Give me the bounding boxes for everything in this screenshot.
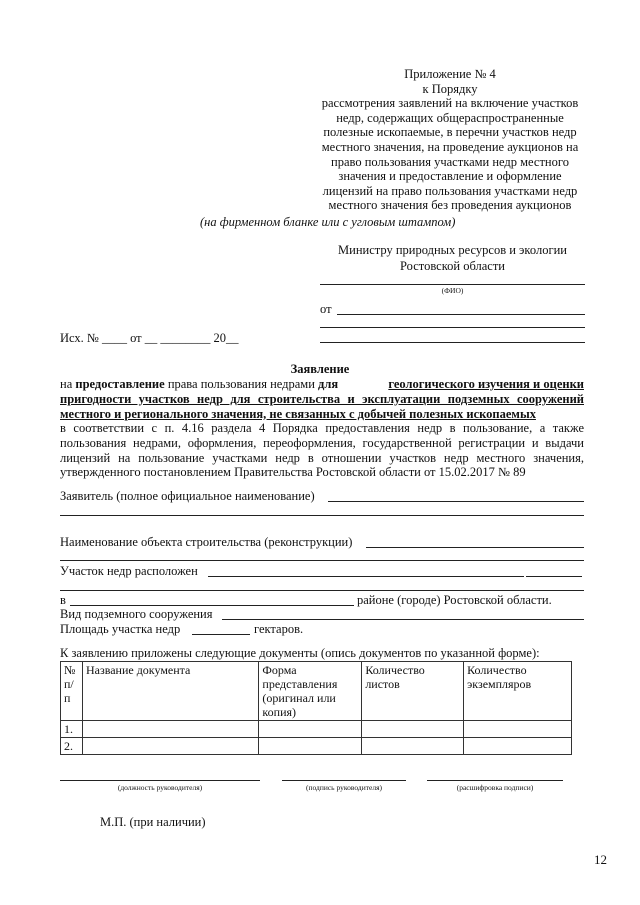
appendix-line: значения и предоставление и оформление <box>338 169 562 184</box>
provision-word: предоставление <box>75 377 165 391</box>
object-name-label: Наименование объекта строительства (реконструкции) <box>60 535 353 549</box>
appendix-line: местного значения, на проведение аукционов на <box>321 139 579 154</box>
from-line[interactable] <box>337 314 585 315</box>
appendix-line: рассмотрения заявлений на включение участков <box>321 96 579 111</box>
from-label: от <box>320 302 332 316</box>
object-name-field-2[interactable] <box>60 560 584 561</box>
purpose-line-1: геологического изучения и оценки <box>388 377 584 391</box>
located-field-2[interactable] <box>60 590 584 591</box>
appendix-line: полезные ископаемые, в перечни участков недр <box>323 125 577 140</box>
fio-caption: (ФИО) <box>441 286 464 295</box>
attachments-intro: К заявлению приложены следующие документы (опись документов по указанной форме): <box>60 646 540 660</box>
statement-paragraph-1: на предоставление права пользования недрами для геологического изучения и оценки пригодности участков недр для строительства и эксплуатации подземных сооружений местного и регионального значения, не связанных с добычей полезных ископаемых <box>60 377 584 421</box>
structure-type-label: Вид подземного сооружения <box>60 607 213 621</box>
from-line-3[interactable] <box>320 342 585 343</box>
header-form: Форма представления (оригинал или копия) <box>259 662 362 721</box>
from-line-2[interactable] <box>320 327 585 328</box>
appendix-line: Приложение № 4 <box>404 67 496 81</box>
signature-caption: (подпись руководителя) <box>305 783 383 792</box>
located-field[interactable] <box>208 576 524 577</box>
header-copies: Количество экземпляров <box>464 662 572 721</box>
purpose-line-3: местного и регионального значения, не связанных с добычей полезных ископаемых <box>60 406 536 421</box>
purpose-line-2: пригодности участков недр для строительства и эксплуатации подземных сооружений <box>60 391 584 406</box>
object-name-field[interactable] <box>366 547 584 548</box>
fio-line[interactable] <box>320 284 585 285</box>
outgoing-number: Исх. № ____ от __ ________ 20__ <box>60 331 239 345</box>
applicant-field[interactable] <box>328 501 584 502</box>
applicant-field-2[interactable] <box>60 515 584 516</box>
appendix-line: недр, содержащих общераспространенные <box>336 110 564 125</box>
structure-type-field[interactable] <box>222 619 584 620</box>
page-number: 12 <box>594 852 607 867</box>
statement-title: Заявление <box>290 362 350 376</box>
area-unit: гектаров. <box>254 622 304 636</box>
appendix-block <box>300 67 600 213</box>
statement-paragraph-2: в соответствии с п. 4.16 раздела 4 Порядка предоставления недр в пользование, а также пользования недрами, оформления, переоформления, государственной регистрации и выдачи лицензий на пользование участками недр в отношении участков недр местного значения, утвержденного постановлением Правительства Ростовской области от 15.02.2017 № 89 <box>60 421 584 480</box>
appendix-line: местного значения без проведения аукционов <box>328 198 572 213</box>
position-signature-line[interactable] <box>60 780 260 781</box>
district-prefix: в <box>60 593 66 607</box>
letterhead-note: (на фирменном бланке или с угловым штампом) <box>200 215 456 229</box>
addressee-block <box>320 242 585 274</box>
documents-table <box>60 661 572 755</box>
located-field-b[interactable] <box>526 576 582 577</box>
addressee-line1: Министру природных ресурсов и экологии <box>338 243 567 257</box>
table-row: 2. <box>61 738 572 755</box>
header-sheets: Количество листов <box>362 662 464 721</box>
decode-line[interactable] <box>427 780 563 781</box>
header-doc-name: Название документа <box>82 662 258 721</box>
stamp-note: М.П. (при наличии) <box>100 815 206 829</box>
header-number: № п/п <box>61 662 83 721</box>
table-row: 1. <box>61 721 572 738</box>
addressee-line2: Ростовской области <box>400 259 505 273</box>
applicant-label: Заявитель (полное официальное наименование) <box>60 489 315 503</box>
appendix-line: право пользования участками недр местного <box>331 154 569 169</box>
table-header-row <box>61 662 572 721</box>
located-label: Участок недр расположен <box>60 564 198 578</box>
signature-line[interactable] <box>282 780 406 781</box>
area-field[interactable] <box>192 634 250 635</box>
position-caption: (должность руководителя) <box>117 783 203 792</box>
district-field[interactable] <box>70 605 354 606</box>
area-label: Площадь участка недр <box>60 622 181 636</box>
appendix-line: к Порядку <box>422 81 478 96</box>
district-suffix: районе (городе) Ростовской области. <box>357 593 552 607</box>
decode-caption: (расшифровка подписи) <box>456 783 534 792</box>
appendix-line: лицензий на право пользования участками недр <box>322 183 578 198</box>
